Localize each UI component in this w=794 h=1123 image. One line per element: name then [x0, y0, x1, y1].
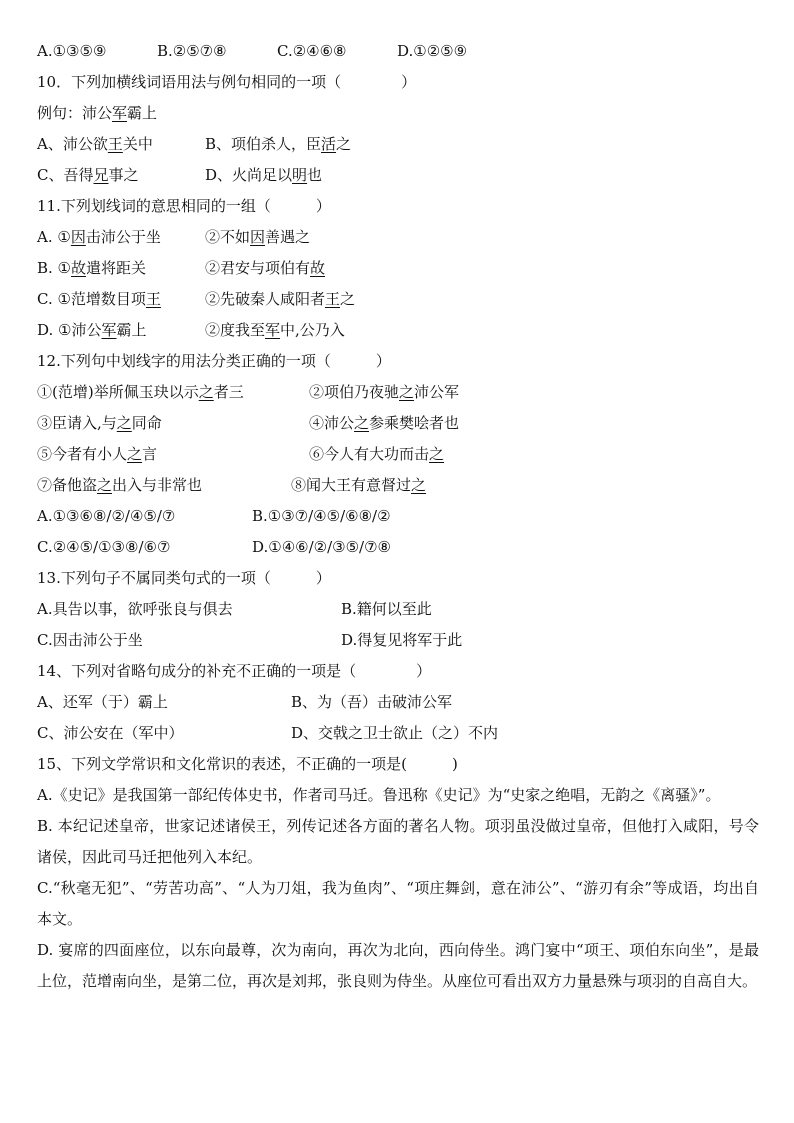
q12-i6-text: ⑥今人有大功而击 [309, 445, 430, 463]
q11-c1-text: C. ①范增数目项 [37, 290, 146, 308]
q11-c2-text-end: 之 [340, 290, 356, 308]
q14-options-ab [37, 687, 759, 718]
q12-item-6 [309, 445, 444, 463]
q9-option-d: D.①②⑤⑨ [397, 42, 468, 60]
q11-d1-text-end: 霸上 [116, 321, 147, 339]
q10-example-text: 例句：沛公 [37, 104, 113, 122]
q12-i5-text: ⑤今者有小人 [37, 445, 128, 463]
q15-option-d: D. 宴席的四面座位，以东向最尊，次为南向，再次为北向，西向侍坐。鸿门宴中“项王、项伯东向坐”，是最上位，范增南向坐，是第二位，再次是刘邦，张良则为侍坐。从座位可看出双方力量悬殊与项羽的自高自大。 [37, 941, 759, 990]
q12-i5-underlined: 之 [127, 445, 143, 463]
q10-option-d [205, 166, 322, 184]
q10-d-text: D、火尚足以 [205, 166, 293, 184]
q12-i2-text-end: 沛公军 [414, 383, 460, 401]
q10-example-underlined: 军 [112, 104, 128, 122]
q9-option-a: A.①③⑤⑨ [37, 42, 107, 60]
q12-items-1-2 [37, 377, 759, 408]
q12-i7-text: ⑦备他盗 [37, 476, 98, 494]
q12-i1-text: ①(范增)举所佩玉玦以示 [37, 383, 199, 401]
q12-option-b: B.①③⑦/④⑤/⑥⑧/② [252, 507, 391, 525]
q11-d2 [205, 321, 345, 339]
q11-b2 [205, 259, 325, 277]
q11-option-b [37, 253, 759, 284]
q10-b-text: B、项伯杀人，臣 [205, 135, 322, 153]
q11-d2-text: ②度我至 [205, 321, 266, 339]
q10-a-text-end: 关中 [122, 135, 153, 153]
q11-c2-underlined: 王 [325, 290, 341, 308]
q10-d-text-end: 也 [307, 166, 323, 184]
q11-d1-text: D. ①沛公 [37, 321, 102, 339]
q10-options-cd [37, 160, 759, 191]
q12-i1-text-end: 者三 [213, 383, 244, 401]
q10-a-text: A、沛公欲 [37, 135, 108, 153]
q12-item-3 [37, 408, 309, 439]
q10-d-underlined: 明 [292, 166, 308, 184]
q12-items-5-6 [37, 439, 759, 470]
q11-b1-text: B. ① [37, 259, 72, 277]
q13-option-c: C.因击沛公于坐 [37, 631, 143, 649]
q11-d2-underlined: 军 [265, 321, 281, 339]
q12-i4-text-end: 参乘樊哙者也 [369, 414, 460, 432]
q10-example-text-end: 霸上 [127, 104, 158, 122]
q10-option-b [205, 135, 351, 153]
q9-options [37, 36, 759, 67]
q12-stem: 12.下列句中划线字的用法分类正确的一项（ ） [37, 352, 391, 370]
q11-c2 [205, 290, 355, 308]
q11-b2-underlined: 故 [310, 259, 326, 277]
q10-c-text: C、吾得 [37, 166, 94, 184]
q12-i8-text: ⑧闻大王有意督过 [291, 476, 412, 494]
q12-items-3-4 [37, 408, 759, 439]
exam-page [37, 36, 759, 997]
q14-option-d: D、交戟之卫士欲止（之）不内 [291, 724, 499, 742]
q13-options-ab [37, 594, 759, 625]
q11-a2 [205, 228, 310, 246]
q10-stem: 10．下列加横线词语用法与例句相同的一项（ ） [37, 73, 417, 91]
q11-d2-text-end: 中,公乃入 [280, 321, 345, 339]
q11-option-a [37, 222, 759, 253]
q11-a1-text-end: 击沛公于坐 [85, 228, 161, 246]
q15-option-b: B. 本纪记述皇帝，世家记述诸侯王，列传记述各方面的著名人物。项羽虽没做过皇帝，但他打入咸阳，号令诸侯，因此司马迁把他列入本纪。 [37, 817, 759, 866]
q12-option-a: A.①③⑥⑧/②/④⑤/⑦ [37, 507, 176, 525]
q11-a2-text-end: 善遇之 [265, 228, 311, 246]
q12-item-1 [37, 377, 309, 408]
q11-b1-underlined: 故 [71, 259, 87, 277]
q11-b1 [37, 253, 205, 284]
q12-option-c: C.②④⑤/①③⑧/⑥⑦ [37, 538, 171, 556]
q11-option-d [37, 315, 759, 346]
q11-c1-underlined: 王 [145, 290, 161, 308]
q14-option-a: A、还军（于）霸上 [37, 693, 168, 711]
q11-a2-underlined: 因 [250, 228, 266, 246]
q12-item-8 [291, 476, 426, 494]
q11-c1 [37, 284, 205, 315]
q12-option-d: D.①④⑥/②/③⑤/⑦⑧ [252, 538, 391, 556]
q12-i6-underlined: 之 [429, 445, 445, 463]
q10-example [37, 98, 759, 129]
q12-i2-underlined: 之 [399, 383, 415, 401]
q15-stem: 15、下列文学常识和文化常识的表述，不正确的一项是( ) [37, 755, 458, 773]
q15-option-a: A.《史记》是我国第一部纪传体史书，作者司马迁。鲁迅称《史记》为“史家之绝唱，无韵之《离骚》”。 [37, 786, 721, 804]
q11-a1 [37, 222, 205, 253]
q13-option-a: A.具告以事，欲呼张良与俱去 [37, 600, 233, 618]
q12-items-7-8 [37, 470, 759, 501]
q13-option-b: B.籍何以至此 [341, 600, 432, 618]
q12-i8-underlined: 之 [411, 476, 427, 494]
q12-i7-underlined: 之 [97, 476, 113, 494]
q13-options-cd [37, 625, 759, 656]
q10-b-text-end: 之 [336, 135, 352, 153]
q12-item-4 [309, 414, 459, 432]
q9-option-b: B.②⑤⑦⑧ [157, 42, 227, 60]
q14-option-c: C、沛公安在（军中） [37, 724, 184, 742]
q12-item-5 [37, 439, 309, 470]
q12-i1-underlined: 之 [198, 383, 214, 401]
q12-i3-underlined: 之 [116, 414, 132, 432]
q12-i3-text: ③臣请入,与 [37, 414, 117, 432]
q10-option-c [37, 160, 205, 191]
q11-a1-text: A. ① [37, 228, 71, 246]
q12-item-2 [309, 383, 459, 401]
q12-item-7 [37, 470, 291, 501]
q10-options-ab [37, 129, 759, 160]
q14-stem: 14、下列对省略句成分的补充不正确的一项是（ ） [37, 662, 432, 680]
q12-i5-text-end: 言 [142, 445, 158, 463]
q12-i2-text: ②项伯乃夜驰 [309, 383, 400, 401]
q11-d1 [37, 315, 205, 346]
q10-c-underlined: 兄 [93, 166, 109, 184]
q11-c2-text: ②先破秦人咸阳者 [205, 290, 326, 308]
q12-i4-underlined: 之 [354, 414, 370, 432]
q10-option-a [37, 129, 205, 160]
q11-option-c [37, 284, 759, 315]
q10-a-underlined: 王 [107, 135, 123, 153]
q13-option-d: D.得复见将军于此 [341, 631, 463, 649]
q9-option-c: C.②④⑥⑧ [277, 42, 347, 60]
q12-options-cd [37, 532, 759, 563]
q14-option-b: B、为（吾）击破沛公军 [291, 693, 453, 711]
q12-i7-text-end: 出入与非常也 [112, 476, 203, 494]
q11-b2-text: ②君安与项伯有 [205, 259, 311, 277]
q11-stem: 11.下列划线词的意思相同的一组（ ） [37, 197, 331, 215]
q10-c-text-end: 事之 [108, 166, 139, 184]
q10-b-underlined: 活 [321, 135, 337, 153]
q12-i3-text-end: 同命 [131, 414, 162, 432]
q12-i4-text: ④沛公 [309, 414, 355, 432]
q15-option-c: C.“秋毫无犯”、“劳苦功高”、“人为刀俎，我为鱼肉”、“项庄舞剑，意在沛公”、“游刃有余”等成语，均出自本文。 [37, 879, 759, 928]
q11-d1-underlined: 军 [101, 321, 117, 339]
q13-stem: 13.下列句子不属同类句式的一项（ ） [37, 569, 331, 587]
q11-a2-text: ②不如 [205, 228, 251, 246]
q11-a1-underlined: 因 [70, 228, 86, 246]
q11-b1-text-end: 遣将距关 [86, 259, 147, 277]
q12-options-ab [37, 501, 759, 532]
q14-options-cd [37, 718, 759, 749]
